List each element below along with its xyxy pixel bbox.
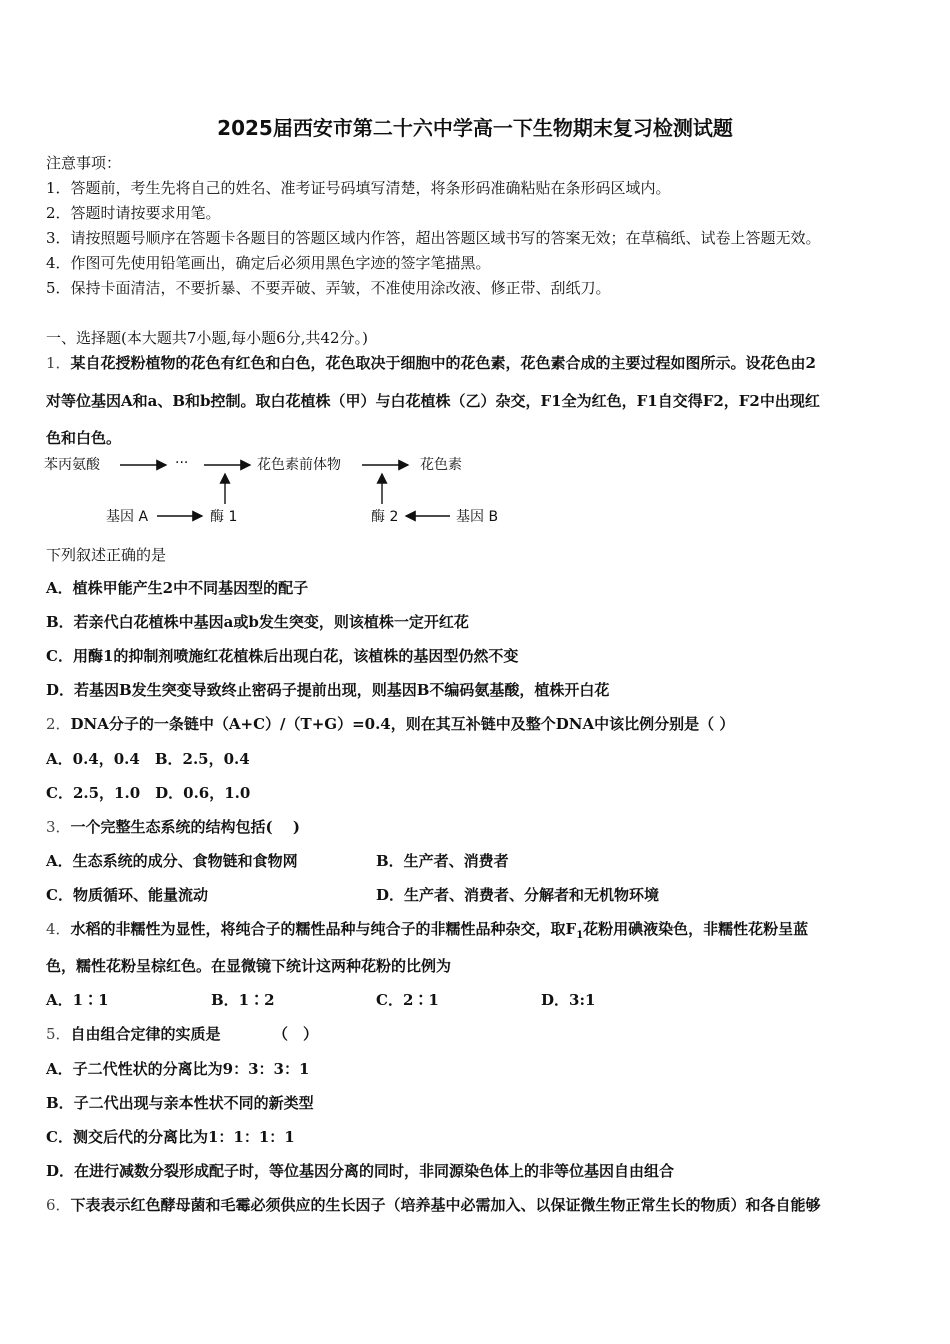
question-number: 1．	[46, 354, 71, 372]
diagram-node-precursor: 花色素前体物	[257, 457, 341, 473]
section-heading: 一、选择题(本大题共7小题,每小题6分,共42分。)	[46, 329, 368, 347]
question-text: 水稻的非糯性为显性，将纯合子的糯性品种与纯合子的非糯性品种杂交，取F	[70, 920, 577, 938]
question-text: 下表表示红色酵母菌和毛霉必须供应的生长因子（培养基中必需加入、以保证微生物正常生长的物质）和各自能够	[70, 1196, 821, 1214]
question-3	[46, 816, 300, 837]
question-number: 5．	[46, 1025, 71, 1043]
diagram-node-pigment: 花色素	[420, 457, 462, 473]
question-text: 自由组合定律的实质是 （ ）	[70, 1025, 319, 1043]
diagram-enzyme-2: 酶 2	[371, 509, 399, 525]
option-a: A．生态系统的成分、食物链和食物网	[46, 852, 298, 870]
question-text: DNA分子的一条链中（A+C）/（T+G）=0.4，则在其互补链中及整个DNA中该比例分别是（ ）	[70, 715, 735, 733]
diagram-gene-a: 基因 A	[106, 509, 149, 525]
option-a: A．植株甲能产生2中不同基因型的配子	[46, 579, 309, 597]
option-c: C．2∶1	[376, 991, 439, 1009]
question-text: 一个完整生态系统的结构包括( )	[70, 818, 300, 836]
option-d: D．若基因B发生突变导致终止密码子提前出现，则基因B不编码氨基酸，植株开白花	[46, 681, 610, 699]
question-4	[46, 918, 808, 941]
question-1-stem: 下列叙述正确的是	[46, 546, 167, 564]
option-c: C．用酶1的抑制剂喷施红花植株后出现白花，该植株的基因型仍然不变	[46, 647, 519, 665]
note-item: 1．答题前，考生先将自己的姓名、准考证号码填写清楚，将条形码准确粘贴在条形码区域内。	[46, 179, 671, 197]
option-b: B．生产者、消费者	[376, 852, 509, 870]
option-c: C．物质循环、能量流动	[46, 886, 208, 904]
question-text: 某自花授粉植物的花色有红色和白色，花色取决于细胞中的花色素，花色素合成的主要过程如图所示。设花色由2	[70, 354, 816, 372]
notes-heading: 注意事项：	[46, 154, 122, 172]
question-number: 2．	[46, 715, 71, 733]
diagram-node-ellipsis: ···	[175, 455, 189, 471]
option-d: D．3:1	[541, 991, 596, 1009]
subscript: 1	[576, 930, 584, 941]
note-item: 2．答题时请按要求用笔。	[46, 204, 221, 222]
question-5	[46, 1023, 318, 1044]
diagram-gene-b: 基因 B	[456, 509, 499, 525]
question-1	[46, 352, 816, 373]
question-4-line-2: 色，糯性花粉呈棕红色。在显微镜下统计这两种花粉的比例为	[46, 957, 452, 975]
note-item: 4．作图可先使用铅笔画出，确定后必须用黑色字迹的签字笔描黑。	[46, 254, 491, 272]
option-b: B．若亲代白花植株中基因a或b发生突变，则该植株一定开红花	[46, 613, 469, 631]
option-b: B．1∶2	[211, 991, 275, 1009]
option-a: A．子二代性状的分离比为9：3：3：1	[46, 1060, 310, 1078]
question-1-line-2: 对等位基因A和a、B和b控制。取白花植株（甲）与白花植株（乙）杂交，F1全为红色，F1自交得F2，F2中出现红	[46, 392, 820, 410]
note-item: 5．保持卡面清洁，不要折暴、不要弄破、弄皱，不准使用涂改液、修正带、刮纸刀。	[46, 279, 611, 297]
question-2	[46, 713, 734, 734]
option-d: D．生产者、消费者、分解者和无机物环境	[376, 886, 660, 904]
pathway-diagram	[44, 452, 544, 532]
option-c: C．测交后代的分离比为1：1：1：1	[46, 1128, 295, 1146]
question-number: 6．	[46, 1196, 71, 1214]
option-d: D．在进行减数分裂形成配子时，等位基因分离的同时，非同源染色体上的非等位基因自由组合	[46, 1162, 675, 1180]
diagram-enzyme-1: 酶 1	[210, 509, 238, 525]
options-ab: A．0.4，0.4 B．2.5，0.4	[46, 750, 250, 768]
question-text: 花粉用碘液染色，非糯性花粉呈蓝	[583, 920, 809, 938]
question-number: 3．	[46, 818, 71, 836]
question-number: 4．	[46, 920, 71, 938]
option-a: A．1∶1	[46, 991, 109, 1009]
diagram-node-phenylalanine: 苯丙氨酸	[44, 457, 100, 473]
option-b: B．子二代出现与亲本性状不同的新类型	[46, 1094, 314, 1112]
note-item: 3．请按照题号顺序在答题卡各题目的答题区域内作答，超出答题区域书写的答案无效；在草稿纸、试卷上答题无效。	[46, 229, 821, 247]
page-title: 2025届西安市第二十六中学高一下生物期末复习检测试题	[217, 116, 733, 140]
options-cd: C．2.5，1.0 D．0.6，1.0	[46, 784, 251, 802]
question-6	[46, 1194, 821, 1215]
question-1-line-3: 色和白色。	[46, 429, 122, 447]
